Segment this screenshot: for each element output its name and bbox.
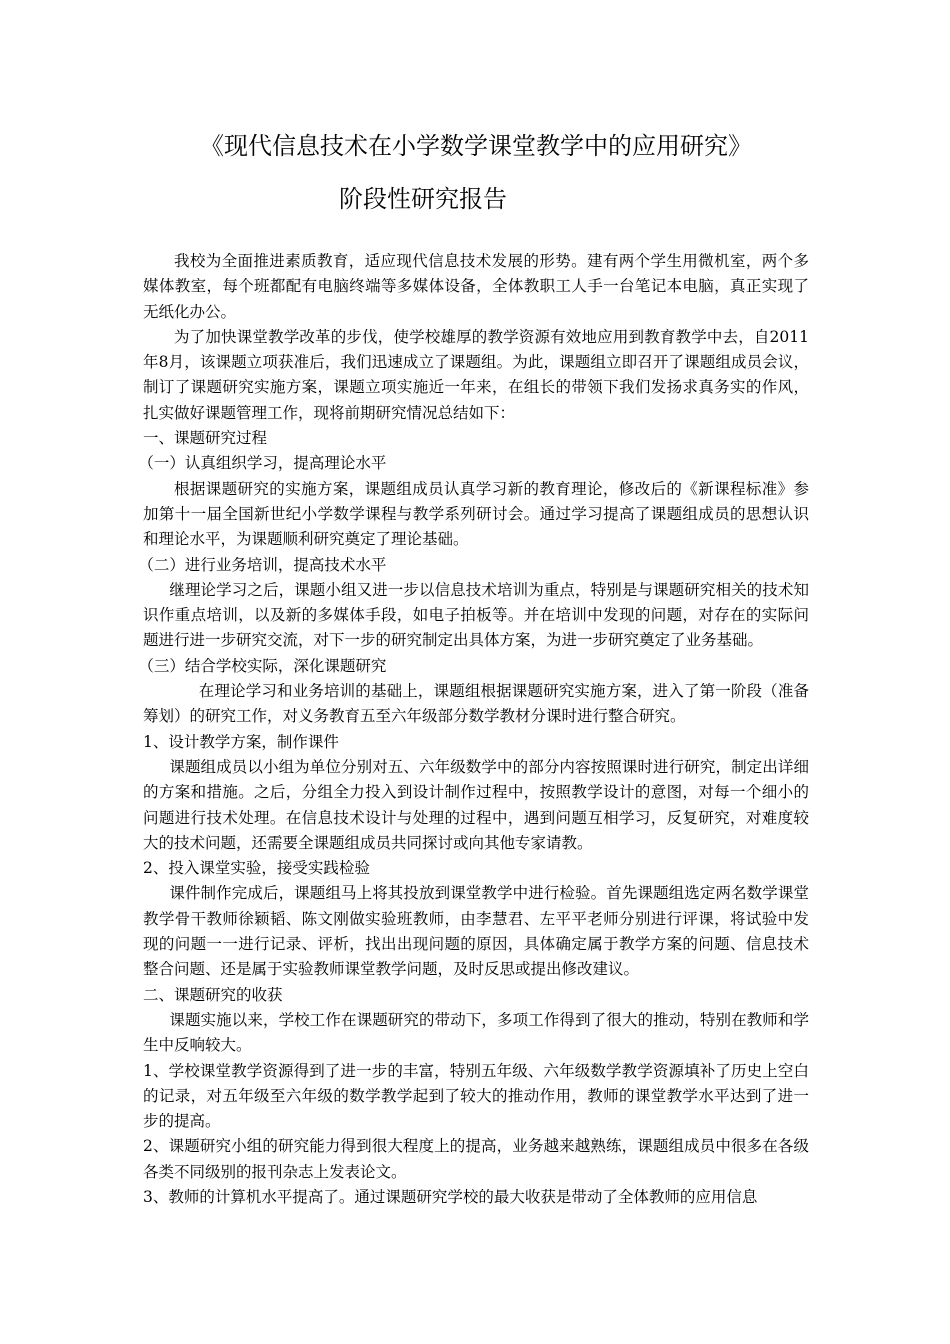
paragraph-training: 继理论学习之后，课题小组又进一步以信息技术培训为重点，特别是与课题研究相关的技术知识作重点培训，以及新的多媒体手段，如电子拍板等。并在培训中发现的问题，对存在的实际问题进行进一步研究交流，对下一步的研究制定出具体方案，为进一步研究奠定了业务基础。 bbox=[143, 580, 809, 650]
paragraph-design: 课题组成员以小组为单位分别对五、六年级数学中的部分内容按照课时进行研究，制定出详细的方案和措施。之后，分组全力投入到设计制作过程中，按照教学设计的意图，对每一个细小的问题进行技术处理。在信息技术设计与处理的过程中，遇到问题互相学习，反复研究，对难度较大的技术问题，还需要全课题组成员共同探讨或向其他专家请教。 bbox=[143, 757, 809, 852]
document-body bbox=[138, 249, 809, 1210]
section-heading-process: 一、课题研究过程 bbox=[143, 429, 268, 448]
result-item-3: 3、教师的计算机水平提高了。通过课题研究学校的最大收获是带动了全体教师的应用信息 bbox=[143, 1187, 758, 1206]
item-heading-design: 1、设计教学方案，制作课件 bbox=[143, 732, 339, 751]
paragraph-results: 课题实施以来，学校工作在课题研究的带动下，多项工作得到了很大的推动，特别在教师和学生中反响较大。 bbox=[143, 1010, 809, 1055]
document-subtitle: 阶段性研究报告 bbox=[339, 185, 507, 213]
paragraph-practice: 在理论学习和业务培训的基础上，课题组根据课题研究实施方案，进入了第一阶段（准备筹划）的研究工作，对义务教育五至六年级部分数学教材分课时进行整合研究。 bbox=[143, 682, 809, 726]
paragraph-background: 为了加快课堂教学改革的步伐，使学校雄厚的教学资源有效地应用到教育教学中去，自2011年8月，该课题立项获准后，我们迅速成立了课题组。为此，课题组立即召开了课题组成员会议，制订了课题研究实施方案，课题立项实施近一年来，在组长的带领下我们发扬求真务实的作风，扎实做好课题管理工作，现将前期研究情况总结如下： bbox=[143, 327, 809, 422]
paragraph-study: 根据课题研究的实施方案，课题组成员认真学习新的教育理论，修改后的《新课程标准》参加第十一届全国新世纪小学数学课程与教学系列研讨会。通过学习提高了课题组成员的思想认识和理论水平，为课题顺利研究奠定了理论基础。 bbox=[143, 479, 809, 549]
document-title: 《现代信息技术在小学数学课堂教学中的应用研究》 bbox=[200, 132, 752, 160]
subsection-heading-study: （一）认真组织学习，提高理论水平 bbox=[138, 454, 387, 473]
section-heading-results: 二、课题研究的收获 bbox=[143, 985, 283, 1004]
subsection-heading-practice: （三）结合学校实际，深化课题研究 bbox=[138, 656, 387, 675]
paragraph-experiment: 课件制作完成后，课题组马上将其投放到课堂教学中进行检验。首先课题组选定两名数学课堂教学骨干教师徐颖韬、陈文刚做实验班教师，由李慧君、左平平老师分别进行评课，将试验中发现的问题一一进行记录、评析，找出出现问题的原因，具体确定属于教学方案的问题、信息技术整合问题、还是属于实验教师课堂教学问题，及时反思或提出修改建议。 bbox=[143, 884, 809, 979]
paragraph-intro: 我校为全面推进素质教育，适应现代信息技术发展的形势。建有两个学生用微机室，两个多媒体教室，每个班都配有电脑终端等多媒体设备，全体教职工人手一台笔记本电脑，真正实现了无纸化办公。 bbox=[143, 252, 809, 321]
result-item-1: 1、学校课堂教学资源得到了进一步的丰富，特别五年级、六年级数学教学资源填补了历史上空白的记录，对五年级至六年级的数学教学起到了较大的推动作用，教师的课堂教学水平达到了进一步的提高。 bbox=[143, 1061, 809, 1131]
item-heading-experiment: 2、投入课堂实验，接受实践检验 bbox=[143, 859, 370, 878]
subsection-heading-training: （二）进行业务培训，提高技术水平 bbox=[138, 555, 387, 574]
result-item-2: 2、课题研究小组的研究能力得到很大程度上的提高，业务越来越熟练，课题组成员中很多在各级各类不同级别的报刊杂志上发表论文。 bbox=[143, 1137, 809, 1181]
